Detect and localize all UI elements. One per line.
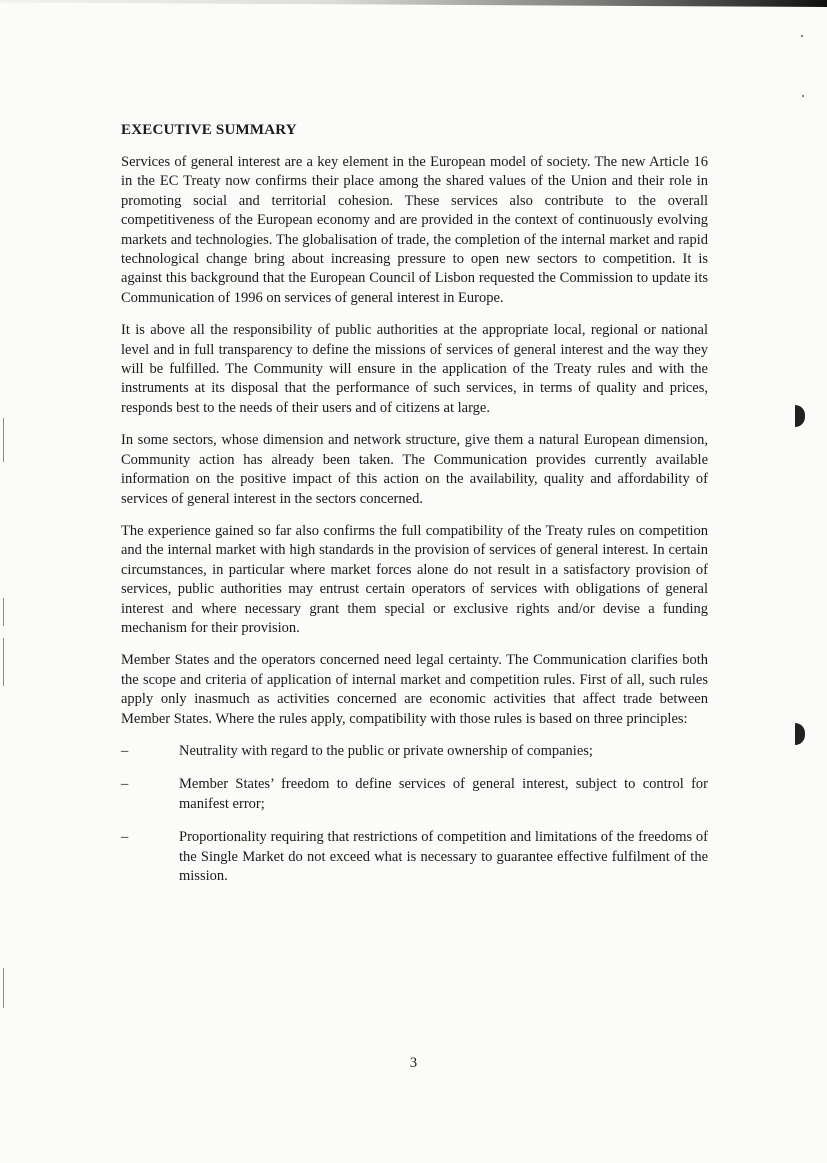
list-item-text: Proportionality requiring that restrictions of competition and limitations of the freedoms of the Single Market do not exceed what is necessary to guarantee effective fulfilment of the mission. [179,829,708,884]
list-item [121,828,708,886]
list-item-text: Member States’ freedom to define services of general interest, subject to control for manifest error; [179,776,708,812]
document-body [121,122,708,900]
margin-scan-mark [3,598,4,626]
binder-hole-mark [795,723,805,745]
paragraph: In some sectors, whose dimension and network structure, give them a natural European dimension, Community action has already been taken. The Communication provides currently available information on the positive impact of this action on the availability, quality and affordability of services of general interest in the sectors concerned. [121,432,708,507]
scan-speck [801,35,803,37]
margin-scan-mark [3,638,4,686]
scan-top-edge [0,0,827,7]
scan-speck [802,95,804,97]
margin-scan-mark [3,418,4,462]
binder-hole-mark [795,405,805,427]
list-item [121,775,708,814]
section-heading: EXECUTIVE SUMMARY [121,122,297,138]
paragraph: Services of general interest are a key element in the European model of society. The new Article 16 in the EC Treaty now confirms their place among the shared values of the Union and their role in promoting social and territorial cohesion. These services also contribute to the overall competitiveness of the European economy and are provided in the context of continuously evolving markets and technologies. The globalisation of trade, the completion of the internal market and rapid technological change bring about increasing pressure to open new sectors to competition. It is against this background that the European Council of Lisbon requested the Commission to update its Communication of 1996 on services of general interest in Europe. [121,154,708,306]
paragraph: It is above all the responsibility of public authorities at the appropriate local, regional or national level and in full transparency to define the missions of services of general interest and the way they will be fulfilled. The Community will ensure in the application of the Treaty rules and with the instruments at its disposal that the performance of such services, in terms of quality and prices, responds best to the needs of their users and of citizens at large. [121,322,708,416]
list-item [121,742,708,761]
page-number: 3 [409,1055,418,1071]
list-dash: – [121,776,129,793]
margin-scan-mark [3,968,4,1008]
list-dash: – [121,829,129,846]
principles-list [121,742,708,886]
paragraph: The experience gained so far also confirms the full compatibility of the Treaty rules on competition and the internal market with high standards in the provision of services of general interest. In certain circumstances, in particular where market forces alone do not result in a satisfactory provision of services, public authorities may entrust certain operators of services with obligations of general interest and where necessary grant them special or exclusive rights and/or devise a funding mechanism for their provision. [121,522,708,636]
list-dash: – [121,742,129,759]
paragraph: Member States and the operators concerned need legal certainty. The Communication clarifies both the scope and criteria of application of internal market and competition rules. First of all, such rules apply only inasmuch as activities concerned are economic activities that affect trade between Member States. Where the rules apply, compatibility with those rules is based on three principles: [121,652,708,727]
list-item-text: Neutrality with regard to the public or private ownership of companies; [179,742,593,759]
